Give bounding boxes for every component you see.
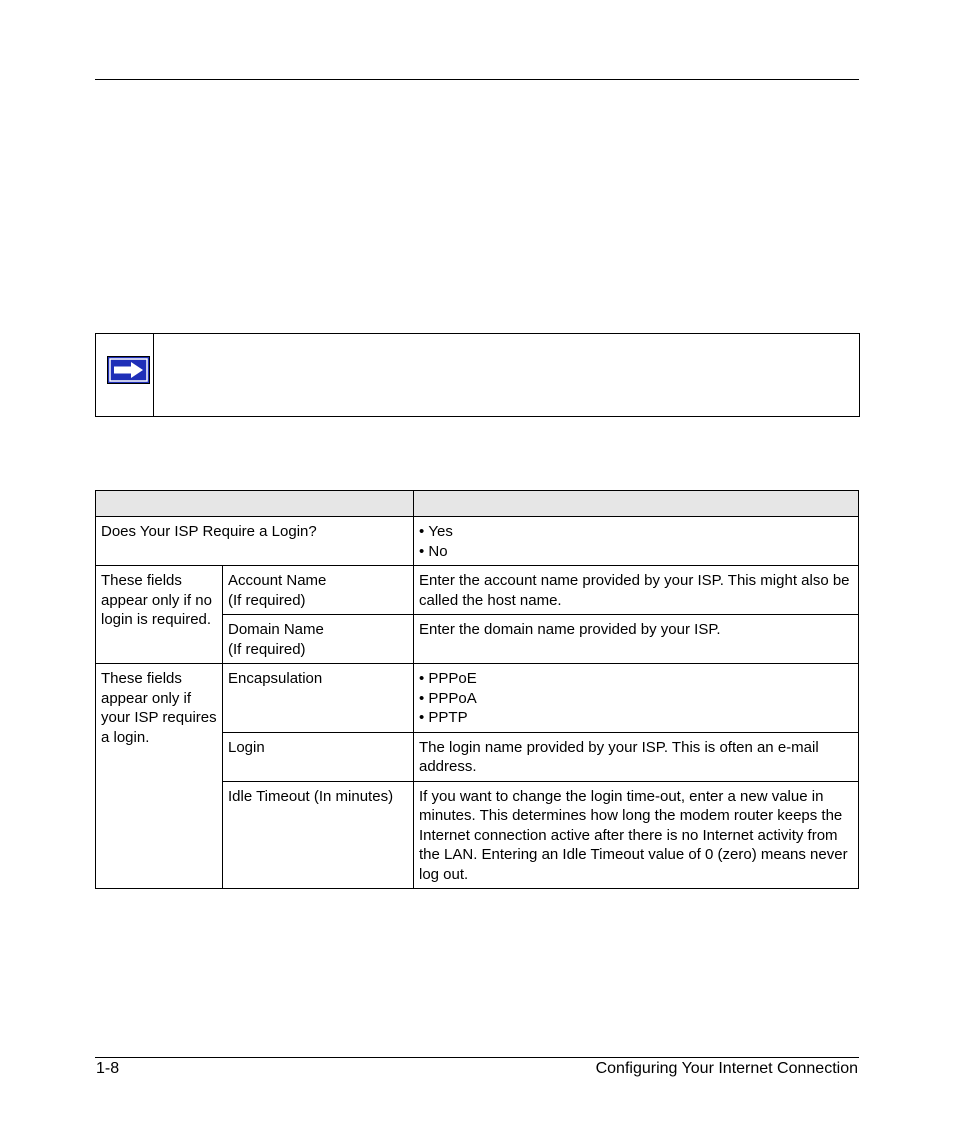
table-row bbox=[96, 664, 859, 733]
option-pppoa: • PPPoA bbox=[419, 689, 853, 709]
isp-login-options bbox=[414, 517, 859, 566]
option-no: • No bbox=[419, 542, 853, 562]
encapsulation-options bbox=[414, 664, 859, 733]
idle-timeout-label: Idle Timeout (In minutes) bbox=[223, 781, 414, 889]
chapter-title: Configuring Your Internet Connection bbox=[595, 1060, 858, 1077]
arrow-right-icon bbox=[107, 356, 150, 384]
group-no-login-label: These fields appear only if no login is required. bbox=[96, 566, 223, 664]
group-login-label: These fields appear only if your ISP requires a login. bbox=[96, 664, 223, 889]
domain-name-line1: Domain Name bbox=[228, 621, 324, 638]
option-pptp: • PPTP bbox=[419, 708, 853, 728]
option-yes: • Yes bbox=[419, 522, 853, 542]
login-label: Login bbox=[223, 732, 414, 781]
encapsulation-label: Encapsulation bbox=[223, 664, 414, 733]
table-row bbox=[96, 566, 859, 615]
table-header-row bbox=[96, 491, 859, 517]
option-pppoe: • PPPoE bbox=[419, 669, 853, 689]
top-rule bbox=[95, 79, 859, 80]
login-desc: The login name provided by your ISP. This is often an e-mail address. bbox=[414, 732, 859, 781]
footer-rule bbox=[95, 1057, 859, 1058]
domain-name-label bbox=[223, 615, 414, 664]
table-header-description bbox=[414, 491, 859, 517]
account-name-label bbox=[223, 566, 414, 615]
domain-name-line2: (If required) bbox=[228, 640, 306, 658]
idle-timeout-desc: If you want to change the login time-out, enter a new value in minutes. This determines how long the modem router keeps the Internet connection active after there is no Internet activity from the LAN. Entering an Idle Timeout value of 0 (zero) means never log out. bbox=[414, 781, 859, 889]
account-name-desc: Enter the account name provided by your ISP. This might also be called the host name. bbox=[414, 566, 859, 615]
table-header-setting bbox=[96, 491, 414, 517]
table-row bbox=[96, 517, 859, 566]
settings-table bbox=[95, 490, 859, 889]
page-number: 1-8 bbox=[96, 1060, 120, 1077]
isp-login-label: Does Your ISP Require a Login? bbox=[96, 517, 414, 566]
account-name-line1: Account Name bbox=[228, 572, 327, 589]
domain-name-desc: Enter the domain name provided by your ISP. bbox=[414, 615, 859, 664]
note-box bbox=[95, 333, 860, 417]
account-name-line2: (If required) bbox=[228, 591, 306, 609]
note-icon-cell bbox=[96, 334, 154, 416]
